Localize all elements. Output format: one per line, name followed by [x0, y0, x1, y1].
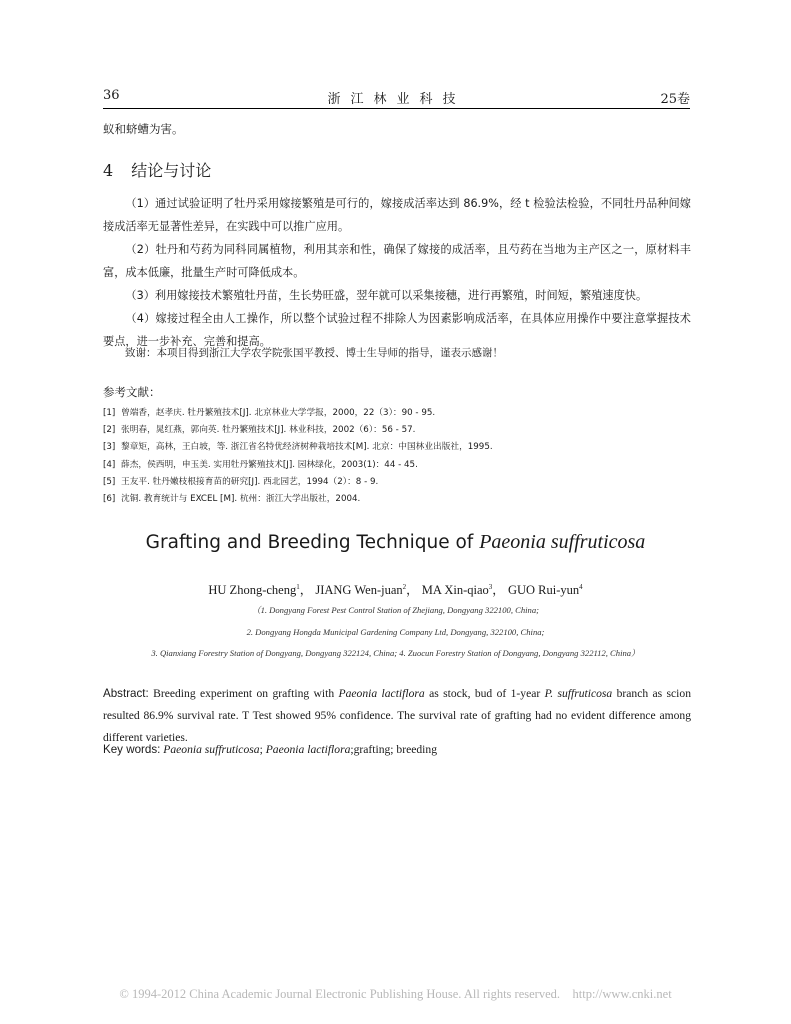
author-affiliation-mark: 1 — [296, 582, 300, 591]
reference-item — [103, 439, 663, 456]
copyright-footer: © 1994-2012 China Academic Journal Electronic Publishing House. All rights reserved. http://www.cnki.net — [119, 987, 672, 1001]
author-line — [0, 580, 791, 598]
english-abstract — [103, 683, 691, 749]
english-title-prefix: Grafting and Breeding Technique of — [145, 532, 480, 553]
reference-item — [103, 474, 663, 491]
author-separator: ， — [299, 583, 313, 597]
conclusion-paragraph: （4）嫁接过程全由人工操作，所以整个试验过程不排除人为因素影响成活率，在具体应用操作中要注意掌握技术要点，进一步补充、完善和提高。 — [103, 312, 691, 348]
reference-text: 张明春，晁红燕，郭向英. 牡丹繁殖技术[J]. 林业科技，2002（6）：56 - 57. — [121, 425, 416, 436]
reference-text: 沈铜. 教育统计与 EXCEL [M]. 杭州：浙江大学出版社，2004. — [121, 493, 361, 504]
section-heading — [103, 158, 211, 181]
abstract-text: branch as scion resulted 86.9% survival rate. T Test showed 95% confidence. The survival rate of grafting had no evident difference among different varieties. — [103, 687, 691, 744]
references-title: 参考文献： — [103, 385, 161, 399]
section-title: 结论与讨论 — [131, 161, 212, 180]
abstract-species: Paeonia lactiflora — [338, 687, 425, 700]
reference-number: [5] — [103, 476, 116, 487]
keyword: Paeonia lactiflora — [265, 743, 351, 756]
keywords-label: Key words: — [103, 743, 161, 756]
conclusion-paragraph: （1）通过试验证明了牡丹采用嫁接繁殖是可行的，嫁接成活率达到 86.9%，经 t 检验法检验，不同牡丹品种间嫁接成活率无显著性差异，在实践中可以推广应用。 — [103, 197, 691, 233]
english-title-species: Paeonia suffruticosa — [479, 531, 646, 553]
reference-number: [6] — [103, 493, 116, 504]
affiliation-line: 3. Qianxiang Forestry Station of Dongyang, Dongyang 322124, China; 4. Zuocun Forestry Station of Dongyang, Dongyang 322112, China） — [151, 648, 640, 658]
keyword: Paeonia suffruticosa — [163, 743, 260, 756]
reference-item — [103, 457, 663, 474]
reference-text: 曾端香，赵孝庆. 牡丹繁殖技术[J]. 北京林业大学学报，2000，22（3）：90 - 95. — [121, 408, 436, 418]
abstract-label: Abstract: — [103, 687, 149, 700]
affiliation-line: （1. Dongyang Forest Pest Control Station of Zhejiang, Dongyang 322100, China; — [251, 605, 539, 615]
reference-text: 薛杰，侯西明，申玉美. 实用牡丹繁殖技术[J]. 园林绿化，2003(1)：44 - 45. — [121, 459, 418, 470]
keyword-separator: ; — [259, 743, 266, 756]
reference-text: 黎章矩，高林，王白坡，等. 浙江省名特优经济树种栽培技术[M]. 北京：中国林业出版社，1995. — [121, 442, 493, 453]
journal-name: 浙江林业科技 — [327, 92, 466, 107]
reference-text: 王友平. 牡丹嫩枝根接育苗的研究[J]. 西北园艺，1994（2）：8 - 9. — [121, 476, 379, 487]
reference-item — [103, 405, 663, 422]
conclusion-paragraph: （2）牡丹和芍药为同科同属植物，利用其亲和性，确保了嫁接的成活率，且芍药在当地为主产区之一，原材料丰富，成本低廉，批量生产时可降低成本。 — [103, 243, 691, 279]
page-number: 36 — [103, 88, 120, 103]
abstract-text: as stock, bud of 1-year — [424, 687, 545, 700]
english-title — [0, 531, 791, 554]
acknowledgement: 致谢：本项目得到浙江大学农学院张国平教授、博士生导师的指导，谨表示感谢！ — [125, 347, 503, 359]
author-affiliation-mark: 4 — [579, 582, 583, 591]
abstract-paragraph — [103, 683, 691, 749]
author-affiliation-mark: 3 — [488, 582, 493, 591]
header-rule — [103, 108, 690, 109]
reference-number: [2] — [103, 425, 116, 436]
reference-number: [1] — [103, 408, 116, 418]
volume-label: 25卷 — [660, 92, 690, 107]
abstract-species: P. suffruticosa — [544, 687, 613, 700]
author-name: JIANG Wen-juan — [315, 583, 403, 597]
keyword-rest: ;grafting; breeding — [350, 743, 437, 756]
author-name: HU Zhong-cheng — [208, 583, 297, 597]
reference-number: [3] — [103, 442, 116, 453]
reference-item — [103, 491, 663, 508]
author-separator: ， — [406, 583, 419, 597]
conclusion-paragraph: （3）利用嫁接技术繁殖牡丹苗，生长势旺盛，翌年就可以采集接穗，进行再繁殖，时间短，繁殖速度快。 — [125, 289, 648, 302]
reference-item — [103, 422, 663, 439]
reference-number: [4] — [103, 459, 116, 470]
author-affiliation-mark: 2 — [402, 582, 407, 591]
author-name: MA Xin-qiao — [421, 583, 489, 597]
conclusions — [103, 192, 691, 353]
reference-list — [103, 405, 663, 508]
abstract-text: Breeding experiment on grafting with — [148, 687, 339, 700]
english-keywords — [103, 743, 691, 756]
continued-text: 蚁和蛴螬为害。 — [103, 122, 184, 136]
running-header — [103, 88, 690, 107]
affiliation-line: 2. Dongyang Hongda Municipal Gardening Company Ltd, Dongyang, 322100, China; — [246, 627, 545, 637]
section-number: 4 — [103, 161, 114, 180]
author-separator: ， — [492, 583, 505, 597]
author-name: GUO Rui-yun — [507, 583, 580, 597]
